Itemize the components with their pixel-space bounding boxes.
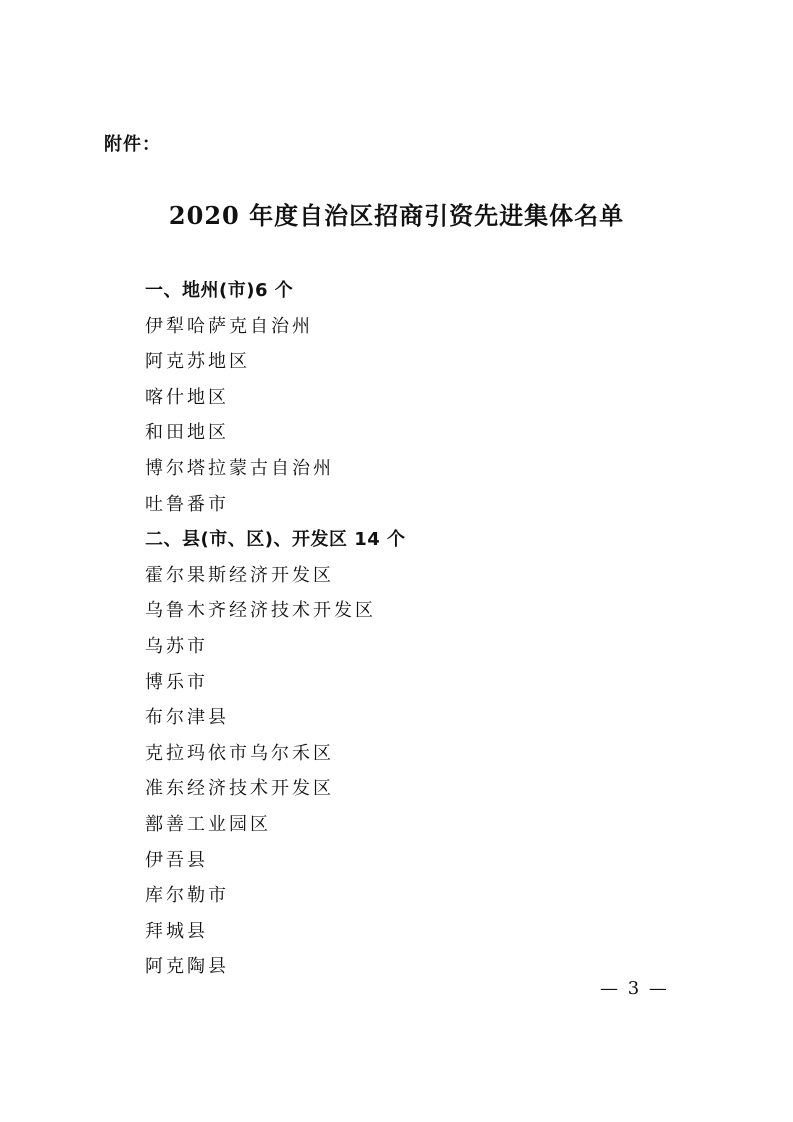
list-item: 喀什地区 <box>145 386 229 408</box>
document-title: 2020 年度自治区招商引资先进集体名单 <box>168 201 625 230</box>
section-heading-prefectures: 一、地州(市)6 个 <box>145 280 294 301</box>
attachment-label: 附件： <box>104 134 161 155</box>
list-item: 拜城县 <box>145 920 208 942</box>
list-item: 准东经济技术开发区 <box>145 778 334 800</box>
section-heading-counties: 二、县(市、区)、开发区 14 个 <box>145 529 406 551</box>
list-item: 克拉玛依市乌尔禾区 <box>145 742 334 764</box>
page-number: — 3 — <box>600 978 669 999</box>
list-item: 伊犁哈萨克自治州 <box>145 315 313 337</box>
list-item: 霍尔果斯经济开发区 <box>145 564 334 586</box>
list-item: 伊吾县 <box>145 849 208 871</box>
collective-list <box>145 273 406 985</box>
list-item: 和田地区 <box>145 422 229 444</box>
list-item: 阿克陶县 <box>145 956 229 978</box>
list-item: 乌鲁木齐经济技术开发区 <box>145 600 376 622</box>
list-item: 布尔津县 <box>145 707 229 729</box>
list-item: 博尔塔拉蒙古自治州 <box>145 457 334 479</box>
list-item: 库尔勒市 <box>145 885 229 907</box>
list-item: 博乐市 <box>145 671 208 693</box>
list-item: 乌苏市 <box>145 635 208 657</box>
list-item: 吐鲁番市 <box>145 493 229 515</box>
list-item: 鄯善工业园区 <box>145 813 271 835</box>
list-item: 阿克苏地区 <box>145 351 250 373</box>
